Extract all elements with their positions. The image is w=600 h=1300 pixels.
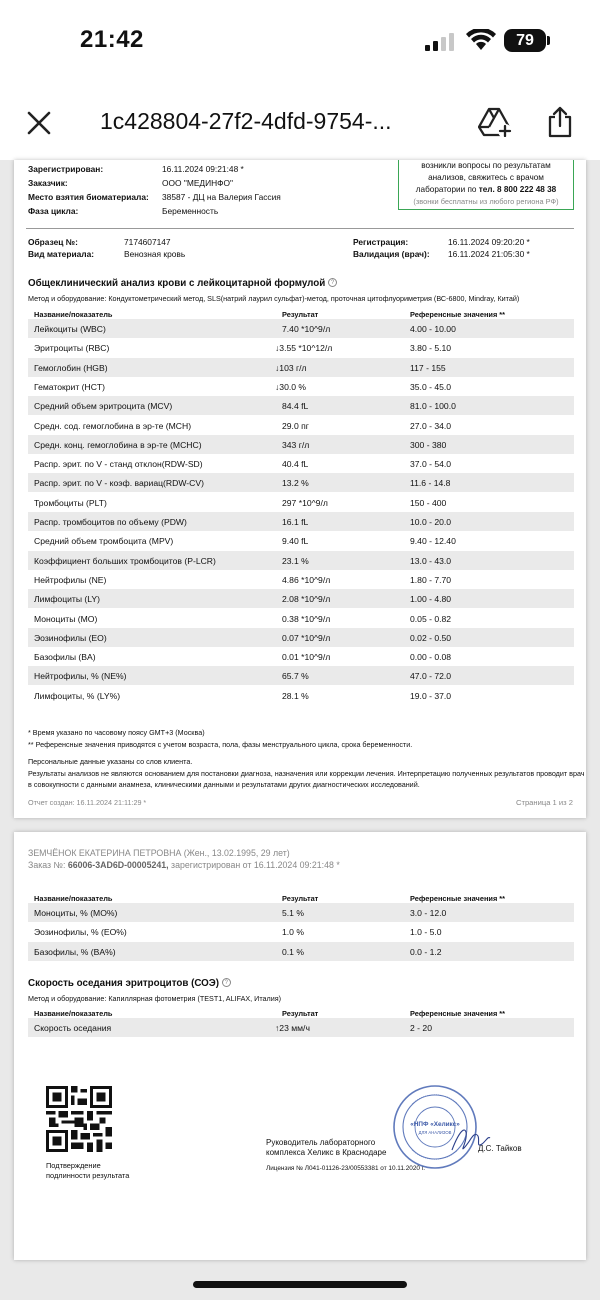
row-result-value: 84.4 fL: [282, 401, 309, 412]
row-result: [275, 343, 332, 353]
table-row: [28, 551, 574, 570]
row-name: Гемоглобин (HGB): [34, 362, 108, 373]
row-ref: 11.6 - 14.8: [410, 478, 451, 489]
order-prefix: Заказ №:: [28, 860, 68, 870]
row-result: [275, 363, 307, 373]
validation-value: 16.11.2024 21:05:30 *: [448, 249, 530, 259]
head-title-2: комплекса Хеликс в Краснодаре: [266, 1148, 387, 1157]
row-result-value: 29.0 пг: [282, 420, 309, 431]
cellular-signal-icon: [425, 33, 461, 51]
row-result-value: 1.0 %: [282, 927, 304, 938]
table-row: [28, 686, 574, 705]
col-header-ref-esr: Референсные значения **: [410, 1009, 506, 1018]
table-row: [28, 435, 574, 454]
row-result: [282, 947, 304, 957]
table-row: [28, 319, 574, 338]
esr-section-title: [28, 978, 231, 989]
col-header-ref-p2: Референсные значения **: [410, 894, 506, 903]
info-label-phase: Фаза цикла:: [28, 206, 79, 216]
page-number: Страница 1 из 2: [516, 798, 573, 807]
table-row: [28, 922, 574, 941]
report-page-2: [14, 832, 586, 1260]
row-ref: 1.80 - 7.70: [410, 574, 452, 585]
info-label-customer: Заказчик:: [28, 178, 68, 188]
row-ref: 13.0 - 43.0: [410, 555, 452, 566]
battery-tip: [547, 36, 550, 45]
row-ref: 0.00 - 0.08: [410, 652, 452, 663]
table-row: [28, 512, 574, 531]
row-name: Лимфоциты, % (LY%): [34, 690, 121, 701]
contact-box: [398, 160, 574, 210]
row-result-value: 297 *10^9/л: [282, 497, 328, 508]
row-result-value: 0.1 %: [282, 946, 304, 957]
contact-line-1: возникли вопросы по результатам: [421, 161, 551, 170]
row-result-value: 65.7 %: [282, 671, 309, 682]
contact-line-2: анализов, свяжитесь с врачом: [428, 173, 544, 182]
row-result: [282, 691, 309, 701]
row-ref: 3.80 - 5.10: [410, 343, 452, 354]
share-icon[interactable]: [546, 106, 574, 138]
section-title: [28, 278, 337, 289]
table-row: [28, 1018, 574, 1037]
row-ref: 300 - 380: [410, 439, 447, 450]
flag-arrow-icon: ↓: [275, 343, 280, 354]
signer-name: Д.С. Тайков: [478, 1144, 522, 1153]
row-name: Лейкоциты (WBC): [34, 324, 106, 334]
divider: [26, 228, 574, 229]
esr-method: Метод и оборудование: Капиллярная фотометрия (TEST1, ALIFAX, Италия): [28, 994, 282, 1003]
table-row: [28, 358, 574, 377]
row-result: [282, 575, 330, 585]
row-result: [282, 517, 308, 527]
section-title-text: Общеклинический анализ крови с лейкоцитарной формулой: [28, 278, 326, 289]
note-2: ** Референсные значения приводятся с учетом возраста, пола, фазы менструального цикла, срока беременности.: [28, 740, 413, 749]
table-row: [28, 531, 574, 550]
note-5: в совокупности с данными анамнеза, клиническими данными и результатами других диагностических исследований.: [28, 780, 420, 789]
table-row: [28, 942, 574, 961]
row-result-value: 0.07 *10^9/л: [282, 632, 331, 643]
row-name: Распр. эрит. по V - станд отклон(RDW-SD): [34, 459, 203, 470]
row-ref: 47.0 - 72.0: [410, 671, 452, 682]
info-circle-icon[interactable]: ?: [222, 978, 231, 987]
table-row: [28, 396, 574, 415]
row-result: [282, 440, 309, 450]
row-name: Коэффициент больших тромбоцитов (P-LCR): [34, 555, 216, 566]
note-4: Результаты анализов не являются основанием для постановки диагноза, назначения или коррекции лечения. Интерпретацию полученных результатов проводит врач: [28, 769, 585, 778]
stamp-subtext: ДЛЯ АНАЛИЗОВ: [418, 1130, 452, 1135]
row-name: Средний объем эритроцита (MCV): [34, 401, 173, 412]
table-row: [28, 903, 574, 922]
row-result-value: 30.0 %: [279, 381, 307, 392]
sample-label: Образец №:: [28, 237, 78, 247]
table-row: [28, 473, 574, 492]
row-name: Гематокрит (HCT): [34, 381, 106, 392]
row-result-value: 16.1 fL: [282, 517, 309, 527]
col-header-name: Название/показатель: [34, 310, 113, 319]
row-ref: 0.02 - 0.50: [410, 632, 452, 643]
row-ref: 117 - 155: [410, 362, 446, 373]
row-result-value: 343 г/л: [282, 439, 310, 450]
material-label: Вид материала:: [28, 249, 95, 259]
col-header-ref: Референсные значения **: [410, 310, 506, 319]
info-circle-icon[interactable]: ?: [328, 278, 337, 287]
row-result: [282, 633, 330, 643]
row-ref: 37.0 - 54.0: [410, 459, 452, 470]
contact-prefix: лаборатории по: [415, 185, 479, 194]
method-text: Метод и оборудование: Кондуктометрический метод, SLS(натрий лаурил сульфат)-метод, проточная цитофлуориметрия (ВС-6800, Mindray, Китай): [28, 294, 520, 303]
row-ref: 81.0 - 100.0: [410, 401, 456, 412]
signature-icon: [450, 1122, 492, 1156]
home-indicator[interactable]: [193, 1281, 407, 1288]
registration-label: Регистрация:: [353, 237, 409, 247]
row-result-value: 40.4 fL: [282, 459, 309, 470]
material-value: Венозная кровь: [124, 249, 186, 259]
row-result-value: 7.40 *10^9/л: [282, 324, 331, 334]
table-row: [28, 416, 574, 435]
row-ref: 27.0 - 34.0: [410, 420, 452, 431]
row-result-value: 5.1 %: [282, 908, 304, 918]
row-result: [282, 652, 330, 662]
report-page-1: [14, 160, 586, 818]
info-value-customer: ООО "МЕДИНФО": [162, 178, 233, 188]
row-result-value: 23 мм/ч: [279, 1023, 310, 1033]
table-row: [28, 338, 574, 357]
validation-label: Валидация (врач):: [353, 249, 430, 259]
row-result: [282, 594, 330, 604]
row-ref: 10.0 - 20.0: [410, 517, 452, 527]
table-row: [28, 666, 574, 685]
row-name: Нейтрофилы, % (NE%): [34, 671, 127, 682]
row-name: Базофилы, % (BA%): [34, 946, 116, 957]
col-header-result-esr: Результат: [282, 1009, 319, 1018]
row-result-value: 23.1 %: [282, 555, 309, 566]
flag-arrow-icon: ↓: [275, 362, 280, 373]
contact-line-4: (звонки бесплатны из любого региона РФ): [413, 197, 559, 206]
row-name: Моноциты (MO): [34, 613, 98, 624]
row-result: [282, 927, 304, 937]
head-title-1: Руководитель лабораторного: [266, 1138, 376, 1147]
row-result: [282, 908, 304, 918]
row-name: Эозинофилы, % (EO%): [34, 927, 127, 938]
row-name: Эозинофилы (EO): [34, 632, 107, 643]
info-value-location: 38587 - ДЦ на Валерия Гассия: [162, 192, 281, 202]
row-result: [275, 382, 306, 392]
row-result: [275, 1023, 310, 1033]
row-result: [282, 478, 309, 488]
row-ref: 150 - 400: [410, 497, 447, 508]
order-suffix: зарегистрирован от 16.11.2024 09:21:48 *: [168, 860, 340, 870]
row-ref: 9.40 - 12.40: [410, 536, 456, 547]
status-bar: [0, 0, 600, 80]
row-name: Лимфоциты (LY): [34, 594, 101, 605]
row-result-value: 0.38 *10^9/л: [282, 613, 331, 624]
table-row: [28, 377, 574, 396]
row-result: [282, 671, 309, 681]
row-result-value: 0.01 *10^9/л: [282, 652, 331, 663]
table-row: [28, 609, 574, 628]
col-header-result: Результат: [282, 310, 319, 319]
battery-icon: 79: [504, 29, 546, 52]
contact-line-3: [399, 184, 573, 196]
info-label-location: Место взятия биоматериала:: [28, 192, 149, 202]
qr-code-icon[interactable]: [46, 1086, 112, 1152]
col-header-name-esr: Название/показатель: [34, 1009, 113, 1018]
row-name: Распр. тромбоцитов по объему (PDW): [34, 517, 187, 527]
row-result: [282, 498, 328, 508]
patient-name: ЗЕМЧЁНОК ЕКАТЕРИНА ПЕТРОВНА (Жен., 13.02.1995, 29 лет): [28, 848, 290, 858]
row-result-value: 13.2 %: [282, 478, 309, 489]
license-text: Лицензия № Л041-01126-23/00553381 от 10.11.2020 г.: [266, 1165, 426, 1172]
sample-value: 7174607147: [124, 237, 171, 247]
document-title: 1c428804-27f2-4dfd-9754-...: [100, 108, 392, 134]
row-result: [282, 556, 309, 566]
row-name: Средн. сод. гемоглобина в эр-те (MCH): [34, 420, 192, 431]
flag-arrow-icon: ↑: [275, 1023, 280, 1033]
row-ref: 1.0 - 5.0: [410, 927, 442, 938]
table-row: [28, 647, 574, 666]
row-name: Моноциты, % (MO%): [34, 908, 118, 918]
row-result: [282, 401, 308, 411]
row-name: Эритроциты (RBC): [34, 343, 110, 354]
table-row: [28, 493, 574, 512]
order-line: [28, 860, 340, 870]
row-name: Базофилы (BA): [34, 652, 96, 663]
row-result-value: 103 г/л: [279, 362, 307, 373]
close-icon[interactable]: [26, 110, 52, 136]
esr-title-text: Скорость оседания эритроцитов (СОЭ): [28, 978, 220, 989]
row-result-value: 3.55 *10^12/л: [279, 343, 333, 354]
info-value-registered: 16.11.2024 09:21:48 *: [162, 164, 244, 174]
qr-caption-1: Подтверждение: [46, 1161, 101, 1170]
contact-phone[interactable]: тел. 8 800 222 48 38: [478, 185, 557, 194]
row-result-value: 28.1 %: [282, 690, 309, 701]
row-result: [282, 536, 308, 546]
row-name: Средний объем тромбоцита (MPV): [34, 536, 174, 547]
row-result: [282, 324, 330, 334]
note-3: Персональные данные указаны со слов клиента.: [28, 757, 193, 766]
row-result: [282, 421, 309, 431]
row-ref: 35.0 - 45.0: [410, 381, 452, 392]
row-name: Скорость оседания: [34, 1023, 112, 1033]
order-number: 66006-3AD6D-00005241,: [67, 860, 169, 870]
table-row: [28, 454, 574, 473]
col-header-result-p2: Результат: [282, 894, 319, 903]
row-ref: 3.0 - 12.0: [410, 908, 447, 918]
note-1: * Время указано по часовому поясу GMT+3 (Москва): [28, 728, 205, 737]
stamp-text: «НПФ «Хеликс»: [410, 1121, 460, 1128]
row-ref: 4.00 - 10.00: [410, 324, 456, 334]
row-result: [282, 459, 308, 469]
col-header-name-p2: Название/показатель: [34, 894, 113, 903]
row-name: Нейтрофилы (NE): [34, 574, 107, 585]
row-name: Распр. эрит. по V - коэф. вариац(RDW-CV): [34, 478, 204, 489]
flag-arrow-icon: ↓: [275, 381, 280, 392]
qr-caption-2: подлинности результата: [46, 1171, 130, 1180]
row-result-value: 4.86 *10^9/л: [282, 574, 331, 585]
row-ref: 0.0 - 1.2: [410, 946, 442, 957]
table-row: [28, 589, 574, 608]
clock: 21:42: [80, 26, 144, 53]
report-created: Отчет создан: 16.11.2024 21:11:29 *: [28, 798, 147, 807]
row-name: Тромбоциты (PLT): [34, 497, 107, 508]
row-name: Средн. конц. гемоглобина в эр-те (MCHC): [34, 439, 202, 450]
table-row: [28, 570, 574, 589]
row-result-value: 9.40 fL: [282, 536, 309, 547]
row-result: [282, 614, 330, 624]
wifi-icon: [466, 29, 496, 51]
row-ref: 19.0 - 37.0: [410, 690, 452, 701]
info-label-registered: Зарегистрирован:: [28, 164, 104, 174]
document-toolbar: [0, 80, 600, 162]
row-ref: 1.00 - 4.80: [410, 594, 452, 605]
row-ref: 0.05 - 0.82: [410, 613, 452, 624]
info-value-phase: Беременность: [162, 206, 219, 216]
row-ref: 2 - 20: [410, 1023, 432, 1033]
row-result-value: 2.08 *10^9/л: [282, 594, 331, 605]
table-row: [28, 628, 574, 647]
registration-value: 16.11.2024 09:20:20 *: [448, 237, 530, 247]
add-to-drive-icon[interactable]: [478, 107, 512, 137]
